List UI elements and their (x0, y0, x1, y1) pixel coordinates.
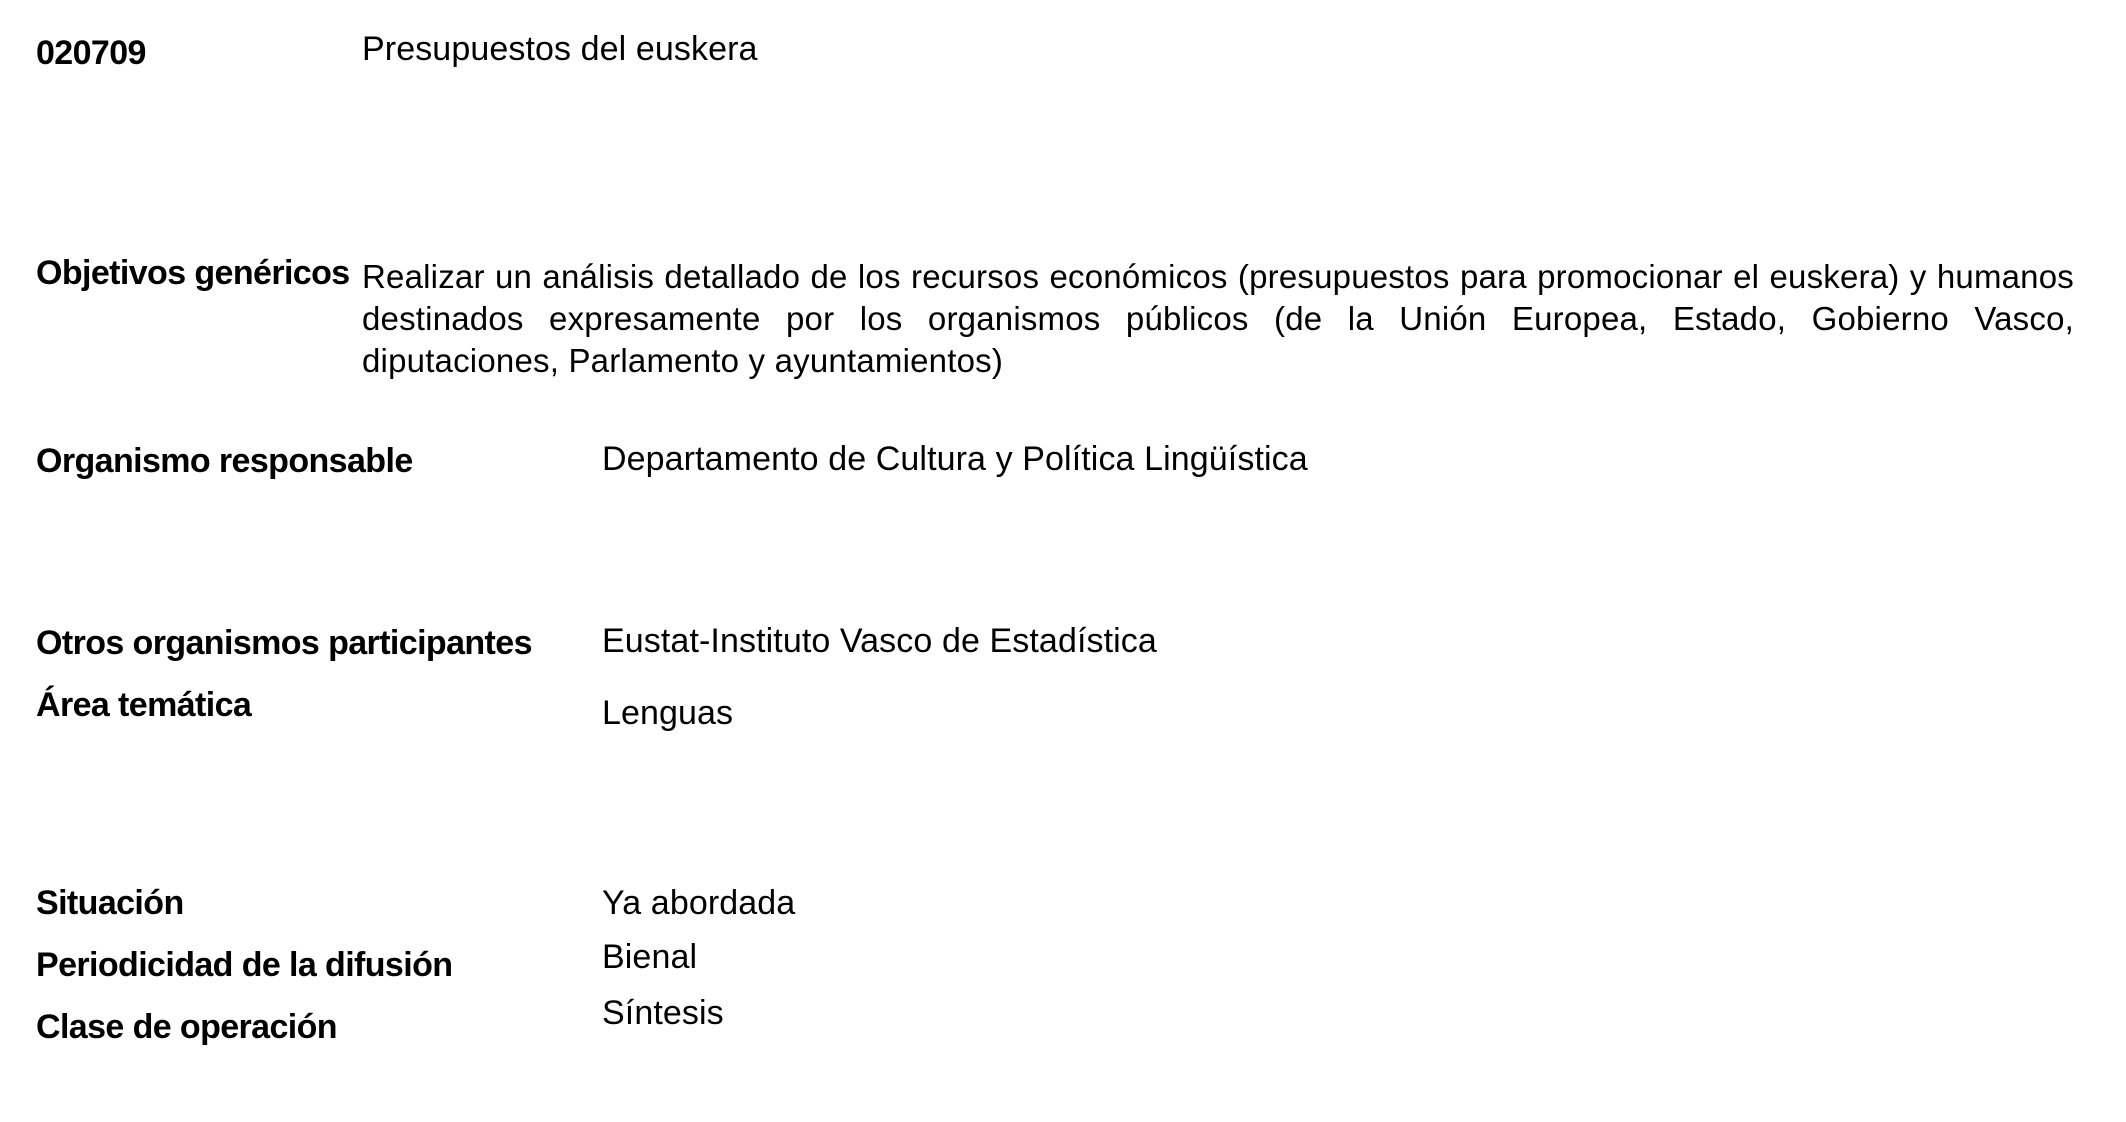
objetivos-value: Realizar un análisis detallado de los recursos económicos (presupuestos para promocionar el euskera) y humanos destinados expresamente por los organismos públicos (de la Unión Europea, Estado, Gobierno Vasco, diputaciones, Parlamento y ayuntamientos) (362, 258, 2074, 379)
periodicidad-label: Periodicidad de la difusión (36, 946, 453, 984)
clase-operacion-label: Clase de operación (36, 1008, 337, 1046)
periodicidad-value: Bienal (602, 938, 698, 976)
otros-organismos-value: Eustat-Instituto Vasco de Estadística (602, 622, 1157, 660)
organismo-responsable-label: Organismo responsable (36, 442, 413, 480)
organismo-responsable-value: Departamento de Cultura y Política Lingüística (602, 440, 1308, 478)
objetivos-label: Objetivos genéricos (36, 254, 350, 292)
area-tematica-label: Área temática (36, 686, 252, 724)
otros-organismos-label: Otros organismos participantes (36, 624, 532, 662)
area-tematica-value: Lenguas (602, 694, 734, 732)
situacion-value: Ya abordada (602, 884, 796, 922)
clase-operacion-value: Síntesis (602, 994, 724, 1032)
operation-title: Presupuestos del euskera (362, 30, 758, 68)
operation-code: 020709 (36, 34, 146, 72)
situacion-label: Situación (36, 884, 184, 922)
